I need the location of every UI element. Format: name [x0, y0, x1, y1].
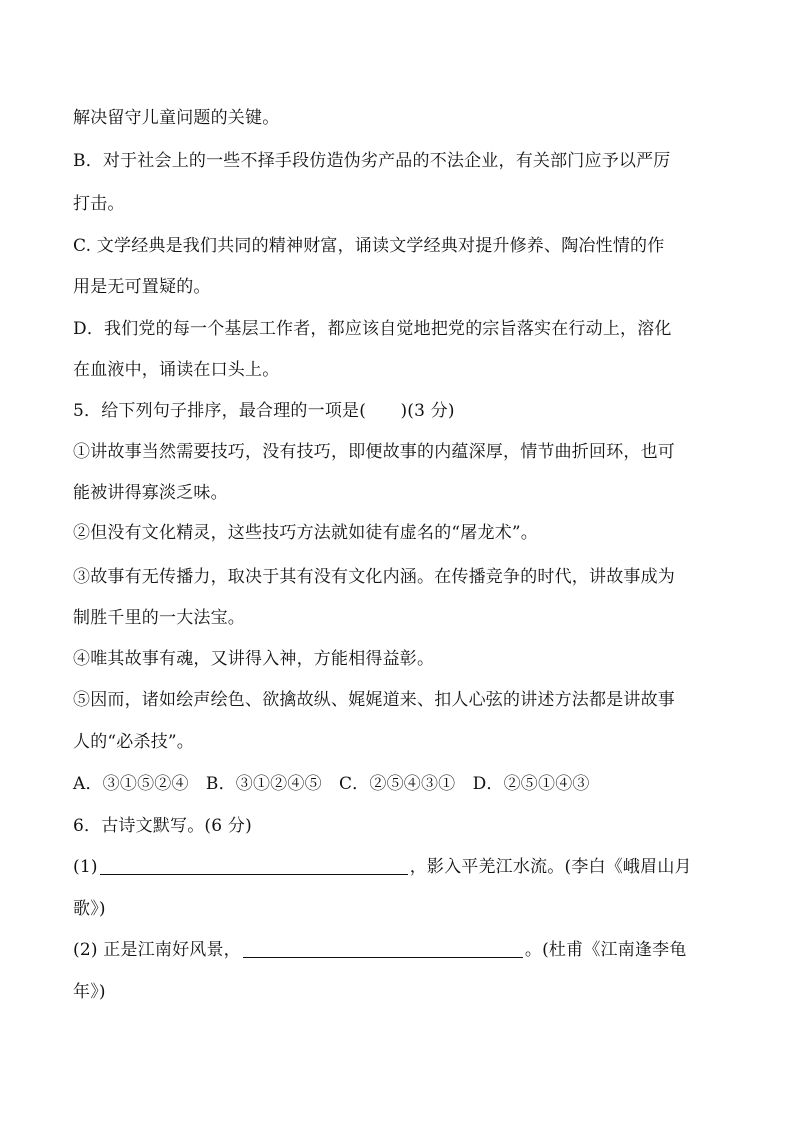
- answer-blank-2[interactable]: [243, 939, 523, 958]
- blank-item-2: [73, 939, 723, 961]
- sentence-4-line: ④唯其故事有魂，又讲得入神，方能相得益彰。: [73, 649, 435, 669]
- text-line: 制胜千里的一大法宝。: [73, 608, 245, 628]
- text-line: 年》): [73, 982, 106, 1002]
- text-line: 能被讲得寡淡乏味。: [73, 483, 228, 503]
- text-line: 用是无可置疑的。: [73, 277, 211, 297]
- text-line: 歌》): [73, 899, 106, 919]
- answer-blank-1[interactable]: [100, 856, 408, 875]
- sentence-1-line: ①讲故事当然需要技巧，没有技巧，即便故事的内蕴深厚，情节曲折回环，也可: [73, 442, 675, 462]
- sentence-3-line: ③故事有无传播力，取决于其有没有文化内涵。在传播竞争的时代，讲故事成为: [73, 567, 675, 587]
- question-6-title: 6．古诗文默写。(6 分): [73, 816, 252, 836]
- option-c-line: C. 文学经典是我们共同的精神财富，诵读文学经典对提升修养、陶冶性情的作: [73, 236, 665, 256]
- item-1-prefix: (1): [73, 857, 98, 877]
- option-b-line: B．对于社会上的一些不择手段仿造伪劣产品的不法企业，有关部门应予以严厉: [73, 151, 671, 171]
- text-line: 人的“必杀技”。: [73, 732, 194, 752]
- text-line: 在血液中，诵读在口头上。: [73, 360, 280, 380]
- item-1-suffix: ，影入平羌江水流。(李白《峨眉山月: [409, 857, 692, 877]
- question-5-title: 5．给下列句子排序，最合理的一项是( )(3 分): [73, 401, 455, 421]
- item-2-suffix: 。(杜甫《江南逢李龟: [524, 940, 687, 960]
- sentence-5-line: ⑤因而，诸如绘声绘色、欲擒故纵、娓娓道来、扣人心弦的讲述方法都是讲故事: [73, 690, 675, 710]
- sentence-2-line: ②但没有文化精灵，这些技巧方法就如徒有虚名的“屠龙术”。: [73, 523, 538, 543]
- text-line: 解决留守儿童问题的关键。: [73, 108, 280, 128]
- question-5-options: A．③①⑤②④ B．③①②④⑤ C．②⑤④③① D．②⑤①④③: [73, 774, 590, 794]
- option-d-line: D．我们党的每一个基层工作者，都应该自觉地把党的宗旨落实在行动上，溶化: [73, 319, 672, 339]
- blank-item-1: [73, 856, 723, 878]
- item-2-prefix: (2) 正是江南好风景，: [73, 940, 241, 960]
- text-line: 打击。: [73, 194, 125, 214]
